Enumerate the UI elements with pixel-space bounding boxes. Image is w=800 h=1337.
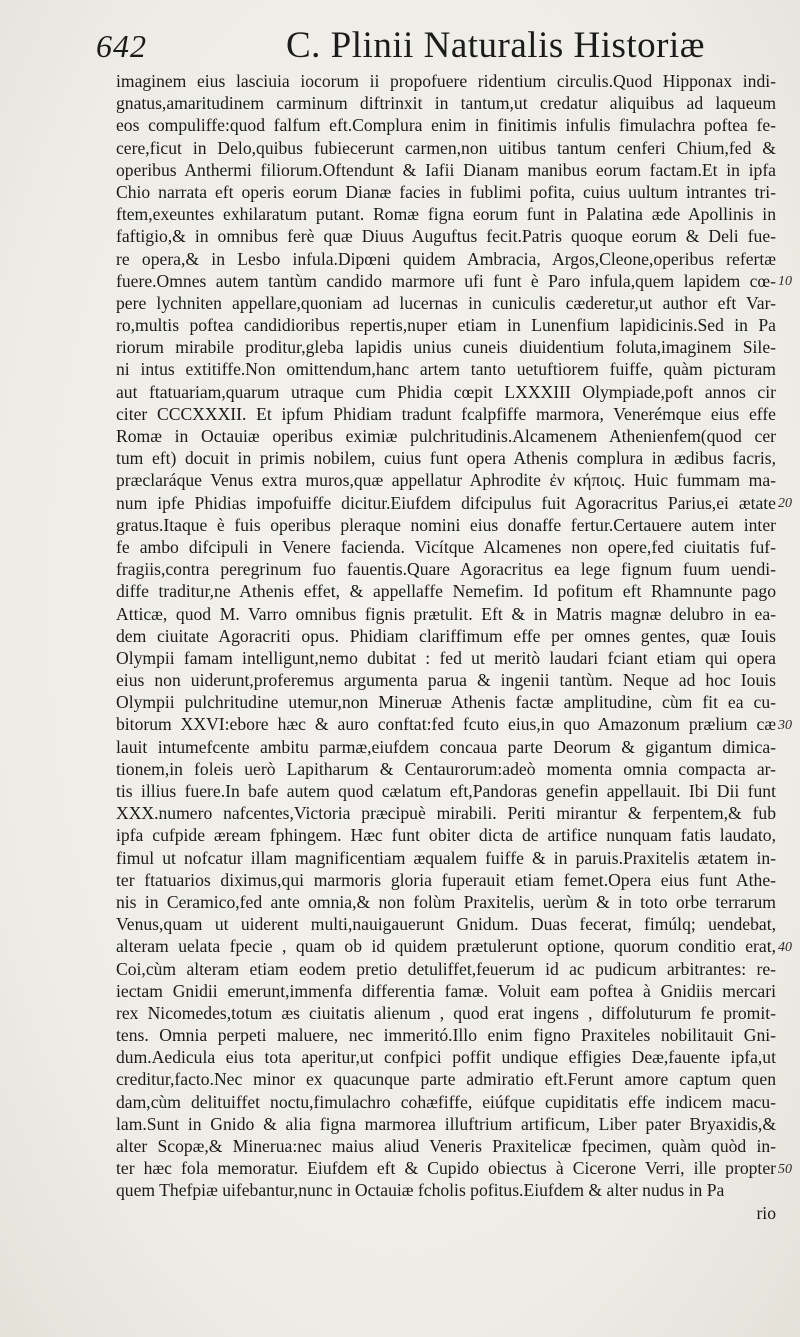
text-line: XXX.numero nafcentes,Victoria præcipuè mirabili. Periti mirantur & ferpentem,& fub	[116, 803, 776, 824]
text-line: ipfa cufpide æream fphingem. Hæc funt obiter dicta de artifice nunquam fatis laudato,	[116, 825, 776, 846]
text-line: ter ftatuarios diximus,qui marmoris gloria fuperauit etiam femet.Opera eius funt Athe-	[116, 869, 776, 890]
page-number: 642	[96, 28, 147, 64]
body-text	[116, 70, 776, 1224]
text-line: dam,cùm delituiffet noctu,fimulachro cohæfiffe, eiúfque cupiditatis effe indicem macu-	[116, 1091, 776, 1112]
text-line: ter hæc fola memoratur. Eiufdem eft & Cupido obiectus à Cicerone Verri, ille propter	[116, 1158, 776, 1179]
text-line: fuere.Omnes autem tantùm candido marmore ufi funt è Paro infula,quem lapidem cœ-	[116, 270, 776, 291]
text-line: Atticæ, quod M. Varro omnibus fignis prætulit. Eft & in Matris magnæ delubro in ea-	[116, 603, 776, 624]
text-line: aut ftatuariam,quarum utraque cum Phidia cœpit LXXXIII Olympiade,poft annos cir	[116, 381, 776, 402]
margin-line-number: 40	[778, 939, 792, 955]
text-line: Chio narrata eft operis eorum Dianæ facies in fublimi pofita, cuius uultum intrantes tri-	[116, 181, 776, 202]
margin-line-number: 30	[778, 717, 792, 733]
text-line: ftem,exeuntes exhilaratum putant. Romæ figna eorum funt in Palatina æde Apollinis in	[116, 204, 776, 225]
text-line: riorum mirabile proditur,gleba lapidis unius cuneis diuidentium foluta,imaginem Sile-	[116, 337, 776, 358]
text-line: nis in Ceramico,fed ante omnia,& non folùm Praxitelis, uerùm & in toto orbe terrarum	[116, 891, 776, 912]
text-line: bitorum XXVI:ebore hæc & auro conftat:fed fcuto eius,in quo Amazonum prælium cæ	[116, 714, 776, 735]
text-line: diffe traditur,ne Athenis effet, & appellaffe Nemefim. Id pofitum eft Rhamnunte pago	[116, 581, 776, 602]
text-line: lauit intumefcente ambitu parmæ,eiufdem concaua parte Deorum & gigantum dimica-	[116, 736, 776, 757]
text-line: fimul ut nofcatur illam magnificentiam æqualem fuiffe & in paruis.Praxitelis ætatem in-	[116, 847, 776, 868]
text-line: tum eft) docuit in primis nobilem, cuius funt opera Athenis complura in ædibus facris,	[116, 448, 776, 469]
running-title: C. Plinii Naturalis Historiæ	[286, 25, 705, 66]
text-line: Olympii pulchritudine utemur,non Mineruæ Athenis factæ amplitudine, cùm fit ea cu-	[116, 692, 776, 713]
text-line: lam.Sunt in Gnido & alia figna marmorea illuftrium artificum, Liber pater Bryaxidis,&	[116, 1113, 776, 1134]
text-line: citer CCCXXXII. Et ipfum Phidiam tradunt fcalpfiffe marmora, Venerémque eius effe	[116, 403, 776, 424]
text-line: creditur,facto.Nec minor ex quacunque parte admiratio eft.Ferunt amore captum quen	[116, 1069, 776, 1090]
text-line: dem ciuitate Agoracriti opus. Phidiam clariffimum effe per omnes gentes, quæ Iouis	[116, 625, 776, 646]
text-line: gnatus,amaritudinem carminum diftrinxit in tantum,ut credatur aliquibus ad laqueum	[116, 93, 776, 114]
margin-line-number: 50	[778, 1161, 792, 1177]
text-line: operibus Anthermi filiorum.Oftendunt & Iafii Dianam manibus eorum factam.Et in ipfa	[116, 159, 776, 180]
text-line: num ipfe Phidias impofuiffe dicitur.Eiufdem difcipulus fuit Agoracritus Parius,ei ætate	[116, 492, 776, 513]
text-line: iectam Gnidii emerunt,immenfa differentia famæ. Voluit eam poftea à Gnidiis mercari	[116, 980, 776, 1001]
text-line: tis illius fuere.In bafe autem quod cælatum eft,Pandoras genefin appellauit. Ibi Dii funt	[116, 781, 776, 801]
text-line: tionem,in foleis uerò Lapitharum & Centaurorum:adeò momenta omnia compacta ar-	[116, 758, 776, 779]
text-line: Olympii famam intelligunt,nemo dubitat : fed ut meritò laudari fciant etiam qui opera	[116, 647, 776, 668]
text-line: rio	[756, 1202, 776, 1223]
margin-line-number: 20	[778, 495, 792, 511]
text-line: Romæ in Octauiæ operibus eximiæ pulchritudinis.Alcamenem Athenienfem(quod cer	[116, 426, 776, 446]
text-line: rex Nicomedes,totum æs ciuitatis alienum , quod erat ingens , diffoluturum fe promit-	[116, 1002, 776, 1023]
text-line: eius non uiderunt,proferemus argumenta parua & ingenii tantùm. Neque ad hoc Iouis	[116, 670, 776, 691]
text-line: alter Scopæ,& Minerua:nec maius aliud Veneris Praxitelicæ fpecimen, quàm quòd in-	[116, 1136, 776, 1156]
text-line: Coi,cùm alteram etiam eodem pretio detuliffet,feuerum id ac pudicum arbitrantes: re-	[116, 958, 776, 979]
text-line: dum.Aedicula eius tota aperitur,ut confpici poffit undique effigies Deæ,fauente ipfa,ut	[116, 1047, 776, 1068]
text-line: gratus.Itaque è fuis operibus pleraque nomini eius donaffe fertur.Certauere autem inter	[116, 514, 776, 535]
text-line: fe ambo difcipuli in Venere facienda. Vicítque Alcamenes non opere,fed ciuitatis fuf-	[116, 536, 776, 557]
text-line: pere lychniten appellare,quoniam ad lucernas in cuniculis cæderetur,ut author eft Var-	[116, 292, 776, 313]
text-line: imaginem eius lasciuia iocorum ii propofuere ridentium circulis.Quod Hipponax indi-	[116, 71, 776, 91]
text-line: faftigio,& in omnibus ferè quæ Diuus Auguftus fecit.Patris quoque eorum & Deli fue-	[116, 226, 776, 247]
text-line: fragiis,contra peregrinum fuo fauentis.Quare Agoracritus ea lege fignum fuum uendi-	[116, 559, 776, 580]
text-line: tens. Omnia perpeti maluere, nec immeritó.Illo enim figno Praxiteles nobilitauit Gni-	[116, 1025, 776, 1046]
text-line: præclaráque Venus extra muros,quæ appellatur Aphrodite ἐν κήποις. Huic fummam ma-	[116, 470, 776, 491]
margin-line-number: 10	[778, 273, 792, 289]
text-line: eos compuliffe:quod falfum eft.Complura enim in finitimis infulis fimulachra poftea fe-	[116, 115, 776, 136]
text-line: alteram uelata fpecie , quam ob id quidem prætulerunt optione, quorum conditio erat,	[116, 936, 776, 957]
text-line: re opera,& in Lesbo infula.Dipœni quidem Ambracia, Argos,Cleone,operibus refertæ	[116, 248, 776, 269]
text-line: cere,ficut in Delo,quibus fubiecerunt carmen,non uitibus tantum cenferi Chium,fed &	[116, 137, 776, 158]
text-line: quem Thefpiæ uifebantur,nunc in Octauiæ fcholis pofitus.Eiufdem & alter nudus in Pa	[116, 1180, 725, 1201]
text-line: Venus,quam ut uiderent multi,nauigauerunt Gnidum. Duas fecerat, fimúlq; uendebat,	[116, 914, 776, 935]
text-line: ni intus extitiffe.Non omittendum,hanc artem tanto uetuftiorem fuiffe, quàm picturam	[116, 359, 776, 380]
text-line: ro,multis poftea candidioribus repertis,nuper etiam in Lunenfium lapidicinis.Sed in Pa	[116, 315, 776, 336]
